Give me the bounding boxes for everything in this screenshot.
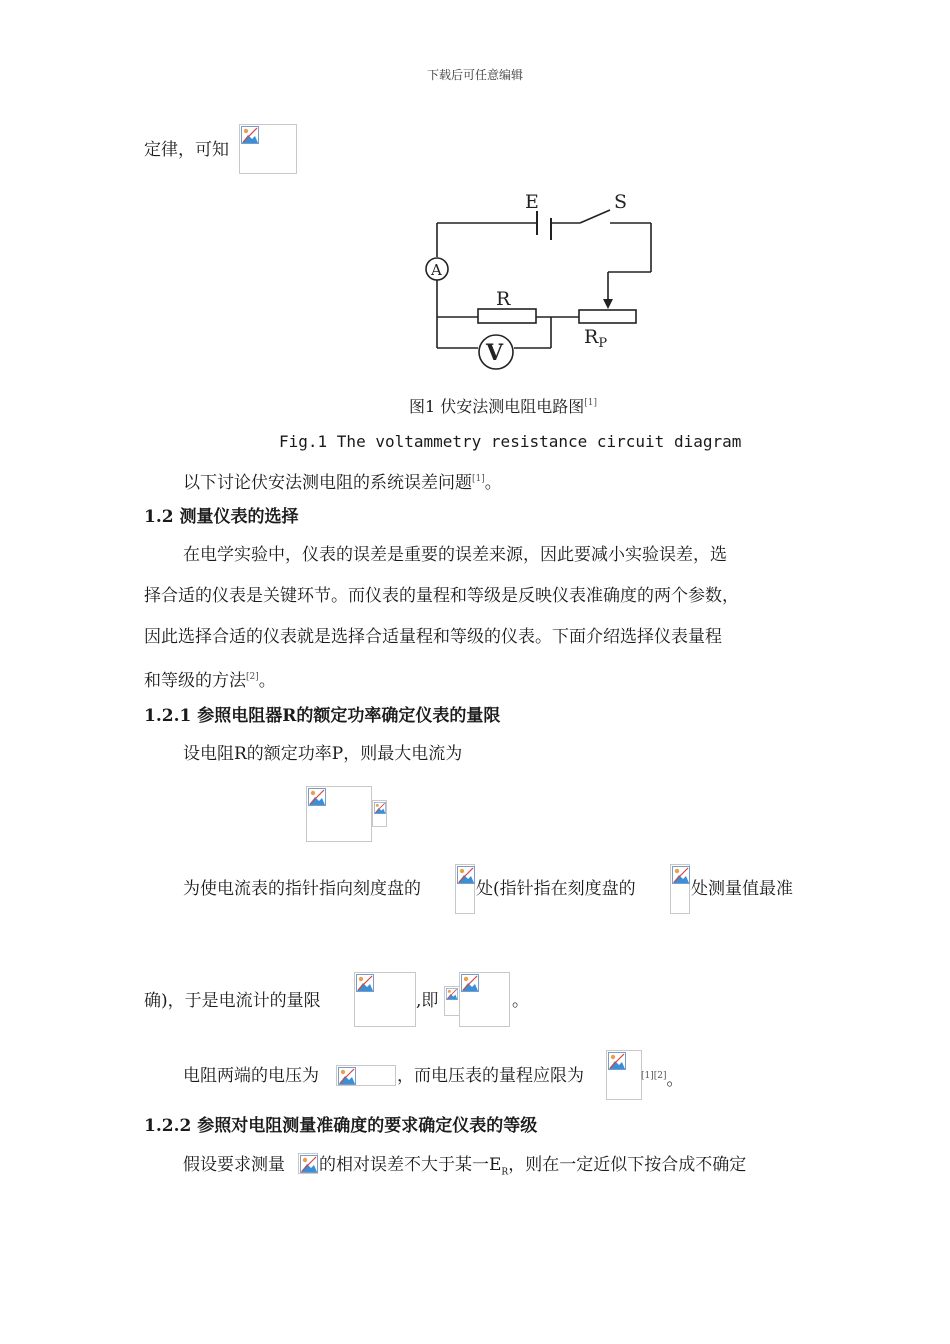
text-pointer-c: 处测量值最准 xyxy=(691,879,793,899)
figure-caption-cn: 图1 伏安法测电阻电路图[1] xyxy=(409,397,598,416)
formula-image xyxy=(372,800,387,827)
text-law: 定律，可知 xyxy=(144,140,229,160)
label-E: E xyxy=(525,191,539,213)
text-discuss: 以下讨论伏安法测电阻的系统误差问题[1]。 xyxy=(183,473,502,493)
text-range-a: 确)，于是电流计的量限 xyxy=(144,991,321,1011)
para1-line4: 和等级的方法[2]。 xyxy=(144,671,276,691)
label-Rp: $R_P$ xyxy=(584,326,608,351)
heading-1-2-1: 1.2.1 参照电阻器R的额定功率确定仪表的量限 xyxy=(144,706,501,726)
text-pointer-b: 处(指针指在刻度盘的 xyxy=(476,879,636,899)
text-range-b: ,即 xyxy=(416,991,439,1011)
formula-image xyxy=(606,1050,642,1100)
text-last-b: 的相对误差不大于某一$E_R$，则在一定近似下按合成不确定 xyxy=(319,1155,747,1178)
broken-image-icon xyxy=(338,1067,356,1085)
page-header: 下载后可任意编辑 xyxy=(426,68,523,82)
broken-image-icon xyxy=(608,1052,626,1070)
para1-line3: 因此选择合适的仪表就是选择合适量程和等级的仪表。下面介绍选择仪表量程 xyxy=(144,627,722,647)
formula-image xyxy=(336,1065,396,1086)
broken-image-icon xyxy=(446,988,458,1000)
text-power: 设电阻R的额定功率P，则最大电流为 xyxy=(183,744,463,764)
figure-caption-en: Fig.1 The voltammetry resistance circuit diagram xyxy=(279,432,742,451)
broken-image-icon xyxy=(457,866,475,884)
label-R: R xyxy=(496,288,511,310)
broken-image-icon xyxy=(300,1155,318,1173)
label-V: V xyxy=(486,340,504,366)
para1-line1: 在电学实验中，仪表的误差是重要的误差来源，因此要减小实验误差，选 xyxy=(183,545,727,565)
formula-image xyxy=(354,972,416,1027)
broken-image-icon xyxy=(461,974,479,992)
formula-image xyxy=(306,786,372,842)
heading-1-2-2: 1.2.2 参照对电阻测量准确度的要求确定仪表的等级 xyxy=(144,1116,538,1136)
broken-image-icon xyxy=(356,974,374,992)
text-voltage-a: 电阻两端的电压为 xyxy=(183,1066,319,1086)
text-voltage-b: ，而电压表的量程应限为 xyxy=(397,1066,584,1086)
rheostat-arrow xyxy=(603,299,613,309)
para1-line2: 择合适的仪表是关键环节。而仪表的量程和等级是反映仪表准确度的两个参数， xyxy=(144,586,739,606)
text-pointer-a: 为使电流表的指针指向刻度盘的 xyxy=(183,879,421,899)
broken-image-icon xyxy=(374,802,386,814)
circuit-diagram xyxy=(420,185,660,375)
formula-image xyxy=(459,972,510,1027)
label-A: A xyxy=(431,261,442,279)
formula-image xyxy=(239,124,297,174)
text-voltage-ref: [1][2]。 xyxy=(641,1070,684,1090)
formula-image xyxy=(670,864,690,914)
broken-image-icon xyxy=(672,866,690,884)
heading-1-2: 1.2 测量仪表的选择 xyxy=(144,507,299,527)
label-S: S xyxy=(614,191,628,213)
broken-image-icon xyxy=(308,788,326,806)
broken-image-icon xyxy=(241,126,259,144)
formula-image xyxy=(298,1153,318,1174)
text-range-c: 。 xyxy=(512,991,529,1011)
text-last-a: 假设要求测量 xyxy=(183,1155,285,1175)
formula-image xyxy=(444,986,460,1016)
formula-image xyxy=(455,864,475,914)
